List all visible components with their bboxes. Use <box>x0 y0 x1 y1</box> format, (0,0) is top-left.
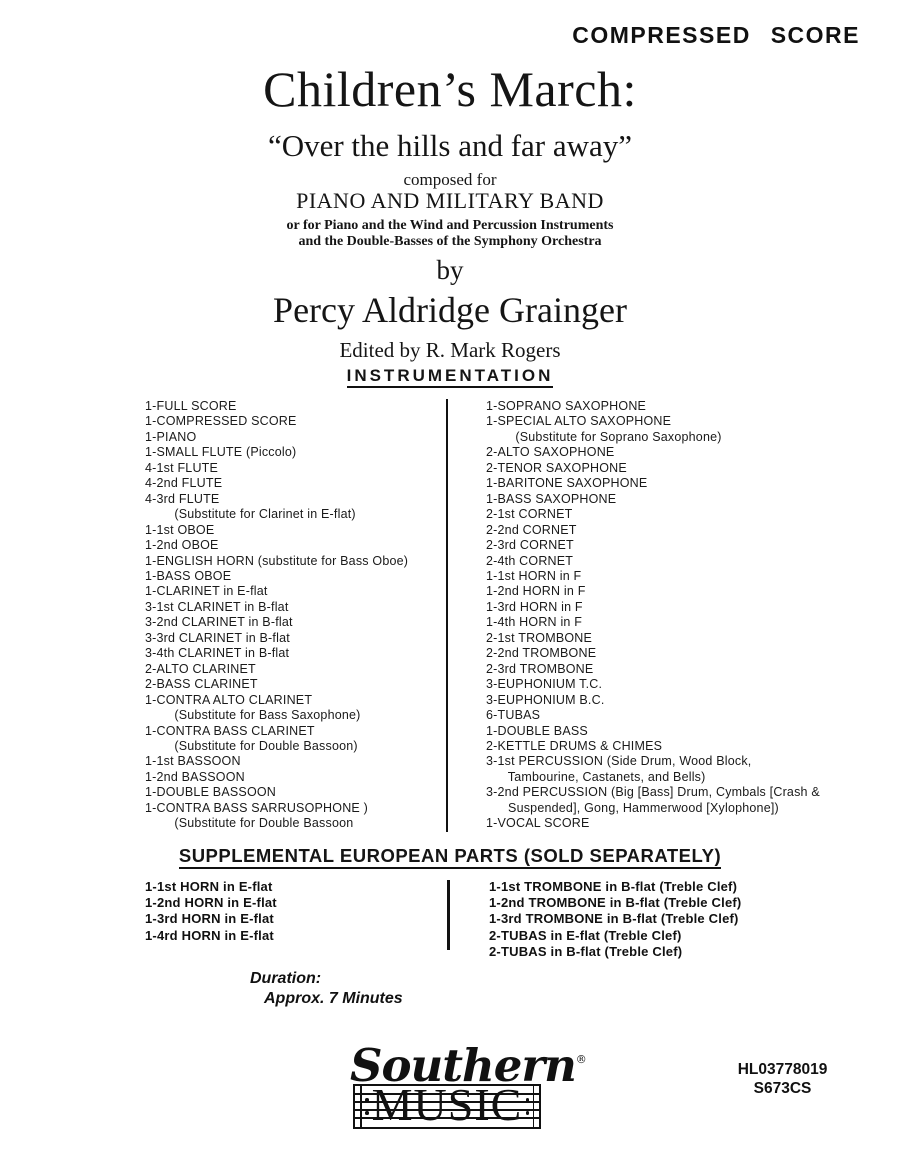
instrument-line: 1-VOCAL SCORE <box>486 816 590 831</box>
instrument-line: 2-BASS CLARINET <box>145 677 258 692</box>
supplemental-part-line: 1-3rd HORN in E-flat <box>145 911 274 927</box>
instrument-line: 2-4th CORNET <box>486 553 574 568</box>
instrument-line: 2-1st TROMBONE <box>486 630 593 645</box>
instrument-line: 2-1st CORNET <box>486 507 573 522</box>
supplemental-part-line: 1-2nd TROMBONE in B-flat (Treble Clef) <box>489 895 742 911</box>
instrument-line: 3-1st PERCUSSION (Side Drum, Wood Block, <box>486 754 752 769</box>
supplemental-heading <box>0 845 900 867</box>
instrument-line: 4-3rd FLUTE <box>145 491 220 506</box>
catalog-number: HL03778019 <box>737 1061 828 1078</box>
page-subtitle: “Over the hills and far away” <box>267 128 633 163</box>
instrument-line: 1-CONTRA BASS SARRUSOPHONE ) <box>145 800 369 815</box>
instrumentation-heading <box>0 366 900 386</box>
instrumentation-left-column <box>145 399 446 832</box>
instrument-line: 3-2nd PERCUSSION (Big [Bass] Drum, Cymbals [Crash & <box>486 785 820 800</box>
instrument-line: (Substitute for Double Bassoon <box>145 816 354 831</box>
instrument-line: (Substitute for Double Bassoon) <box>145 738 358 753</box>
instrument-line: 1-SOPRANO SAXOPHONE <box>486 399 647 413</box>
instrumentation-right-column <box>486 399 840 832</box>
registered-trademark-icon: ® <box>575 1053 587 1066</box>
instrument-line: 1-CLARINET in E-flat <box>145 584 268 599</box>
by-label: by <box>436 255 464 285</box>
instrument-line: 1-DOUBLE BASSOON <box>145 785 277 800</box>
duration-label: Duration: <box>250 970 322 987</box>
instrument-line: 1-1st HORN in F <box>486 568 582 583</box>
instrument-line: 1-2nd BASSOON <box>145 769 245 784</box>
duration-value: Approx. 7 Minutes <box>264 990 403 1007</box>
instrument-line: 1-SPECIAL ALTO SAXOPHONE <box>486 414 672 429</box>
catalog-codes <box>700 1060 865 1098</box>
instrument-line: 2-2nd CORNET <box>486 522 577 537</box>
instrument-line: 1-BARITONE SAXOPHONE <box>486 476 648 491</box>
composer-name: Percy Aldridge Grainger <box>273 290 627 330</box>
instrument-line: 1-3rd HORN in F <box>486 599 583 614</box>
instrument-line: 3-3rd CLARINET in B-flat <box>145 630 290 645</box>
column-divider-rule <box>446 399 448 832</box>
score-type-banner: COMPRESSED SCORE <box>572 22 860 48</box>
supplemental-part-line: 1-3rd TROMBONE in B-flat (Treble Clef) <box>489 911 739 927</box>
instrument-line: 2-3rd CORNET <box>486 538 574 553</box>
instrument-line: 1-PIANO <box>145 429 197 444</box>
supplemental-part-line: 1-1st HORN in E-flat <box>145 879 273 894</box>
instrumentation-list <box>145 399 840 832</box>
publisher-script-text: Southern <box>350 1039 576 1092</box>
instrument-line: 2-ALTO SAXOPHONE <box>486 445 615 460</box>
page-title: Children’s March: <box>263 61 637 117</box>
instrument-line: 3-2nd CLARINET in B-flat <box>145 615 293 630</box>
instrument-line: Suspended], Gong, Hammerwood [Xylophone]) <box>486 800 779 815</box>
instrument-line: 3-4th CLARINET in B-flat <box>145 646 290 661</box>
instrument-line: 2-3rd TROMBONE <box>486 661 594 676</box>
instrument-line: 1-1st OBOE <box>145 522 215 537</box>
instrument-line: 1-SMALL FLUTE (Piccolo) <box>145 445 297 460</box>
supplemental-part-line: 2-TUBAS in B-flat (Treble Clef) <box>489 943 683 959</box>
supplemental-column-divider-rule <box>447 880 450 950</box>
instrument-line: 1-ENGLISH HORN (substitute for Bass Oboe) <box>145 553 409 568</box>
instrument-line: 4-1st FLUTE <box>145 460 219 475</box>
instrument-line: (Substitute for Bass Saxophone) <box>145 708 361 723</box>
instrument-line: 3-EUPHONIUM B.C. <box>486 692 605 707</box>
supplemental-right-column <box>489 879 741 960</box>
instrument-line: 1-2nd HORN in F <box>486 584 586 599</box>
instrument-line: 1-DOUBLE BASS <box>486 723 588 738</box>
instrument-line: 4-2nd FLUTE <box>145 476 223 491</box>
instrumentation-heading-text: INSTRUMENTATION <box>347 366 554 388</box>
instrument-line: 2-2nd TROMBONE <box>486 646 597 661</box>
supplemental-part-line: 1-2nd HORN in E-flat <box>145 895 277 911</box>
publisher-wordmark: MUSIC <box>371 1079 523 1130</box>
instrument-line: 1-4th HORN in F <box>486 615 583 630</box>
instrument-line: 1-BASS SAXOPHONE <box>486 491 617 506</box>
duration-block <box>250 969 403 1009</box>
plate-number: S673CS <box>753 1080 812 1097</box>
publisher-script-name <box>350 1036 587 1092</box>
instrument-line: 1-CONTRA BASS CLARINET <box>145 723 315 738</box>
instrument-line: 1-FULL SCORE <box>145 399 237 413</box>
supplemental-part-line: 1-4rd HORN in E-flat <box>145 927 274 943</box>
alternate-instrumentation-line-1: or for Piano and the Wind and Percussion Instruments <box>286 218 614 233</box>
supplemental-part-line: 1-1st TROMBONE in B-flat (Treble Clef) <box>489 879 738 894</box>
supplemental-left-column <box>145 879 277 944</box>
supplemental-part-line: 2-TUBAS in E-flat (Treble Clef) <box>489 927 682 943</box>
ensemble-name: PIANO AND MILITARY BAND <box>296 188 604 213</box>
instrument-line: (Substitute for Clarinet in E-flat) <box>145 507 356 522</box>
instrument-line: 1-CONTRA ALTO CLARINET <box>145 692 313 707</box>
instrument-line: 3-1st CLARINET in B-flat <box>145 599 289 614</box>
instrument-line: 2-KETTLE DRUMS & CHIMES <box>486 738 663 753</box>
supplemental-heading-text: SUPPLEMENTAL EUROPEAN PARTS (SOLD SEPARATELY) <box>179 845 721 869</box>
instrument-line: 3-EUPHONIUM T.C. <box>486 677 603 692</box>
composed-for-label: composed for <box>403 170 497 189</box>
instrument-line: 1-BASS OBOE <box>145 568 232 583</box>
publisher-logo <box>348 1036 587 1130</box>
alternate-instrumentation-line-2: and the Double-Basses of the Symphony Orchestra <box>298 234 602 249</box>
instrument-line: (Substitute for Soprano Saxophone) <box>486 429 722 444</box>
instrument-line: 2-TENOR SAXOPHONE <box>486 460 627 475</box>
instrument-line: 2-ALTO CLARINET <box>145 661 256 676</box>
instrument-line: 1-2nd OBOE <box>145 538 219 553</box>
instrument-line: Tambourine, Castanets, and Bells) <box>486 769 706 784</box>
instrument-line: 6-TUBAS <box>486 708 541 723</box>
editor-credit: Edited by R. Mark Rogers <box>339 338 561 362</box>
instrument-line: 1-COMPRESSED SCORE <box>145 414 297 429</box>
instrument-line: 1-1st BASSOON <box>145 754 241 769</box>
